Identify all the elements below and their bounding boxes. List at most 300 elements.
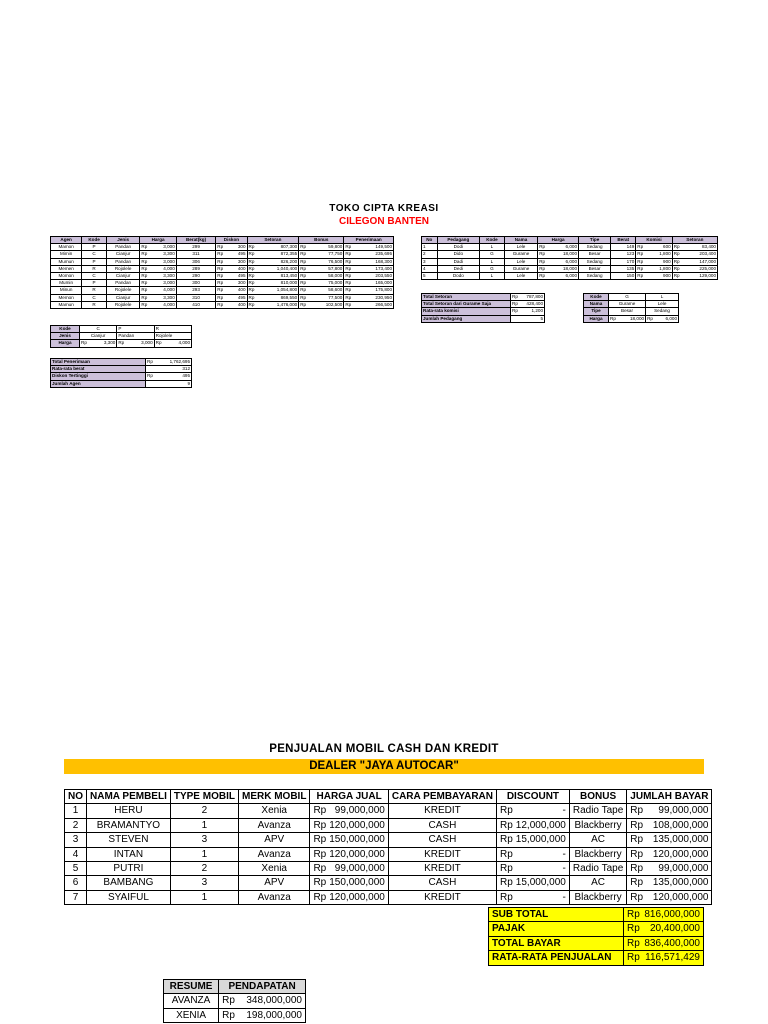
car-bonus-cell: Blackberry	[569, 890, 626, 904]
totals-value: 116,571,429	[640, 951, 703, 965]
agents-cell: 300	[229, 244, 247, 251]
summary-value: 495	[157, 373, 192, 380]
lookup-kode-cell: C	[80, 326, 117, 333]
totals-label: TOTAL BAYAR	[489, 936, 624, 950]
car-no-cell: 2	[65, 818, 87, 832]
agents-cell: Rojolele	[106, 287, 139, 294]
car-sales-row	[65, 876, 712, 890]
resume-header-row	[164, 980, 306, 994]
agents-cell: 495	[229, 294, 247, 301]
lookup2-nama-row	[584, 301, 679, 308]
agents-cell: Rp	[216, 244, 229, 251]
dealer-banner: DEALER "JAYA AUTOCAR"	[64, 759, 704, 774]
agents-table	[50, 236, 394, 309]
fish-traders-cell: Rp	[636, 258, 649, 265]
agents-cell: P	[82, 258, 107, 265]
fish-traders-cell: 123	[611, 251, 636, 258]
agents-cell: Rp	[216, 273, 229, 280]
car-price-cell: 150,000,000	[326, 833, 388, 847]
agents-cell: Rp	[299, 301, 312, 308]
car-column-header: NO	[65, 790, 87, 804]
car-column-header: CARA PEMBAYARAN	[388, 790, 496, 804]
fish-traders-column-header: Komisi	[636, 237, 672, 244]
agents-cell: 3,300	[152, 294, 176, 301]
lookup2-cell: G	[609, 294, 646, 301]
agents-cell: 203,550	[358, 273, 394, 280]
car-bonus-cell: AC	[569, 833, 626, 847]
resume-name: AVANZA	[164, 994, 219, 1008]
agents-cell: Rojolele	[106, 301, 139, 308]
summary-currency: Rp	[511, 308, 520, 315]
fish-traders-row	[422, 251, 718, 258]
agents-cell: Rp	[247, 287, 260, 294]
fish-traders-cell: Dadi	[437, 258, 480, 265]
agents-cell: Rp	[299, 244, 312, 251]
currency-cell: Rp	[497, 804, 513, 818]
fish-traders-cell: 18,000	[550, 265, 578, 272]
agents-cell: 3,000	[152, 280, 176, 287]
agents-cell: 807,300	[260, 244, 299, 251]
agents-cell: Rp	[216, 280, 229, 287]
agents-table-row	[51, 265, 394, 272]
currency-cell: Rp	[497, 862, 513, 876]
currency-cell: Rp	[497, 890, 513, 904]
agents-cell: C	[82, 294, 107, 301]
summary-label: Rata-rata komisi	[422, 308, 511, 315]
car-type-cell: 2	[170, 862, 238, 876]
lookup2-cell: Lele	[646, 301, 679, 308]
fish-traders-cell: 900	[648, 258, 672, 265]
lookup-harga-cell: Rp 3,000	[118, 340, 153, 346]
agents-cell: 3,000	[152, 258, 176, 265]
agents-cell: Rp	[247, 280, 260, 287]
fish-traders-cell: Lele	[504, 244, 537, 251]
car-total-cell: 99,000,000	[644, 804, 711, 818]
agents-cell: R	[82, 301, 107, 308]
agents-table-row	[51, 244, 394, 251]
agents-cell: Rp	[247, 244, 260, 251]
agents-cell: 306	[176, 258, 216, 265]
lookup2-cell: Rp 6,000	[647, 315, 677, 321]
fish-traders-cell: 1,800	[648, 265, 672, 272]
lookup-jenis-cell: Cianjur	[80, 333, 117, 340]
car-sales-row	[65, 818, 712, 832]
fish-traders-cell: 600	[648, 244, 672, 251]
fish-summary-row	[422, 315, 545, 322]
currency-cell: Rp	[310, 876, 326, 890]
fish-traders-cell: 149	[611, 244, 636, 251]
summary-label: Total Setoran dari Gurame Saja	[422, 301, 511, 308]
agents-table-row	[51, 258, 394, 265]
car-price-cell: 120,000,000	[326, 890, 388, 904]
rice-lookup-table	[50, 325, 192, 348]
car-price-cell: 99,000,000	[326, 862, 388, 876]
agents-cell: Mumun	[51, 258, 82, 265]
agents-cell: Rp	[247, 294, 260, 301]
summary-label: Total Penerimaan	[51, 359, 146, 366]
fish-traders-cell: 1	[422, 244, 438, 251]
agents-cell: Rp	[140, 244, 153, 251]
summary-value: 1,762,695	[157, 359, 192, 366]
car-payment-cell: KREDIT	[388, 862, 496, 876]
car-type-cell: 1	[170, 847, 238, 861]
car-total-cell: 120,000,000	[644, 890, 711, 904]
car-buyer-cell: PUTRI	[87, 862, 171, 876]
car-sales-row	[65, 862, 712, 876]
lookup-harga-cell: Rp 3,300	[81, 340, 116, 346]
car-column-header: NAMA PEMBELI	[87, 790, 171, 804]
summary-value: 9	[157, 380, 192, 387]
fish-traders-cell: L	[480, 273, 505, 280]
agents-cell: 4,000	[152, 265, 176, 272]
fish-traders-row	[422, 258, 718, 265]
car-buyer-cell: STEVEN	[87, 833, 171, 847]
car-buyer-cell: BRAMANTYO	[87, 818, 171, 832]
car-payment-cell: CASH	[388, 876, 496, 890]
agents-cell: 400	[229, 265, 247, 272]
fish-traders-cell: Rp	[672, 244, 685, 251]
fish-traders-cell: 6,000	[550, 258, 578, 265]
car-price-cell: 120,000,000	[326, 818, 388, 832]
agents-cell: Rp	[344, 301, 358, 308]
totals-value: 20,400,000	[640, 922, 703, 936]
agents-cell: Pandan	[106, 258, 139, 265]
summary-currency	[146, 380, 157, 387]
totals-label: SUB TOTAL	[489, 908, 624, 922]
car-buyer-cell: HERU	[87, 804, 171, 818]
totals-label: PAJAK	[489, 922, 624, 936]
car-payment-cell: CASH	[388, 833, 496, 847]
resume-row	[164, 994, 306, 1008]
lookup-harga-row	[51, 340, 192, 347]
fish-traders-cell: 129,000	[685, 273, 718, 280]
fish-traders-column-header: Nama	[504, 237, 537, 244]
fish-traders-cell: Lele	[504, 258, 537, 265]
fish-traders-cell: G	[480, 265, 505, 272]
resume-row	[164, 1008, 306, 1022]
agents-cell: 235,695	[358, 251, 394, 258]
lookup-jenis-cell: Pandan	[117, 333, 154, 340]
agents-cell: 3,300	[152, 251, 176, 258]
fish-traders-row	[422, 273, 718, 280]
fish-traders-cell: Besar	[579, 251, 611, 258]
agents-cell: 77,500	[311, 294, 344, 301]
fish-traders-cell: Rp	[538, 265, 551, 272]
car-column-header: HARGA JUAL	[310, 790, 388, 804]
currency-cell: Rp	[627, 804, 645, 818]
agents-cell: 400	[229, 287, 247, 294]
currency-cell: Rp	[627, 862, 645, 876]
agents-cell: Rp	[140, 251, 153, 258]
lookup-jenis-cell: Rojolele	[154, 333, 191, 340]
car-total-cell: 99,000,000	[644, 862, 711, 876]
agents-cell: 58,000	[311, 273, 344, 280]
agents-cell: Rp	[140, 265, 153, 272]
lookup2-cell: Gurame	[609, 301, 646, 308]
fish-traders-cell: L	[480, 258, 505, 265]
car-price-cell: 99,000,000	[326, 804, 388, 818]
lookup2-tipe-label: Tipe	[584, 308, 609, 315]
fish-summary-row	[422, 294, 545, 301]
agents-cell: 869,550	[260, 294, 299, 301]
agents-cell: Rp	[299, 294, 312, 301]
fish-traders-cell: 83,400	[685, 244, 718, 251]
car-brand-cell: Xenia	[238, 862, 309, 876]
fish-traders-cell: Gurame	[504, 265, 537, 272]
agents-cell: Rp	[299, 265, 312, 272]
car-no-cell: 1	[65, 804, 87, 818]
summary-label: Total Setoran	[422, 294, 511, 301]
lookup2-kode-label: Kode	[584, 294, 609, 301]
lookup2-cell: L	[646, 294, 679, 301]
agents-cell: 826,200	[260, 258, 299, 265]
totals-value: 816,000,000	[640, 908, 703, 922]
summary-label: Diskon Tertinggi	[51, 373, 146, 380]
fish-traders-cell: Rp	[672, 265, 685, 272]
currency-cell: Rp	[310, 862, 326, 876]
lookup2-cell: Sedang	[646, 308, 679, 315]
agents-cell: Rp	[344, 244, 358, 251]
lookup-kode-row	[51, 326, 192, 333]
fish-traders-cell: Rp	[538, 273, 551, 280]
car-type-cell: 1	[170, 818, 238, 832]
car-discount-cell: -	[513, 862, 570, 876]
summary-currency: Rp	[511, 294, 520, 301]
lookup2-cell: Besar	[609, 308, 646, 315]
fish-traders-cell: Rp	[636, 273, 649, 280]
car-totals-table	[488, 907, 704, 966]
agents-cell: 813,450	[260, 273, 299, 280]
car-column-header: BONUS	[569, 790, 626, 804]
totals-value: 836,400,000	[640, 936, 703, 950]
agents-cell: P	[82, 244, 107, 251]
agents-table-row	[51, 294, 394, 301]
agents-cell: Rp	[216, 258, 229, 265]
fish-traders-cell: 225,000	[685, 265, 718, 272]
agents-cell: Rp	[299, 273, 312, 280]
summary-currency: Rp	[146, 359, 157, 366]
currency-cell: Rp	[627, 876, 645, 890]
agents-cell: Rp	[344, 287, 358, 294]
car-brand-cell: Avanza	[238, 818, 309, 832]
currency-cell: Rp	[219, 994, 237, 1008]
agents-cell: Rp	[247, 273, 260, 280]
currency-cell: Rp	[624, 936, 641, 950]
agents-column-header: Berat(kg)	[176, 237, 216, 244]
agents-cell: 77,750	[311, 251, 344, 258]
agents-cell: Momon	[51, 273, 82, 280]
agents-column-header: Jenis	[106, 237, 139, 244]
lookup2-tipe-row	[584, 308, 679, 315]
fish-traders-cell: 3	[422, 258, 438, 265]
summary-label: Jumlah Pedagang	[422, 315, 511, 322]
currency-cell: Rp	[310, 890, 326, 904]
agents-cell: Rp	[140, 258, 153, 265]
agents-cell: Pandan	[106, 244, 139, 251]
agents-cell: Cianjur	[106, 251, 139, 258]
car-brand-cell: Xenia	[238, 804, 309, 818]
fish-traders-cell: Rp	[538, 258, 551, 265]
lookup2-nama-label: Nama	[584, 301, 609, 308]
agents-column-header: Agen	[51, 237, 82, 244]
agents-cell: Mamon	[51, 244, 82, 251]
lookup-jenis-row	[51, 333, 192, 340]
fish-traders-cell: 6,000	[550, 244, 578, 251]
agents-table-row	[51, 273, 394, 280]
agents-cell: Mumin	[51, 280, 82, 287]
fish-traders-cell: Sedang	[579, 273, 611, 280]
agents-cell: 4,000	[152, 301, 176, 308]
currency-cell: Rp	[219, 1008, 237, 1022]
agents-cell: Rp	[247, 258, 260, 265]
car-brand-cell: APV	[238, 876, 309, 890]
fish-traders-cell: G	[480, 251, 505, 258]
agents-column-header: Harga	[140, 237, 176, 244]
car-sales-row	[65, 890, 712, 904]
fish-traders-cell: Sedang	[579, 258, 611, 265]
lookup2-harga-label: Harga	[584, 315, 609, 322]
car-brand-cell: Avanza	[238, 890, 309, 904]
car-brand-cell: APV	[238, 833, 309, 847]
car-brand-cell: Avanza	[238, 847, 309, 861]
agents-cell: Rp	[247, 251, 260, 258]
agents-cell: Rp	[344, 294, 358, 301]
summary-currency: Rp	[146, 373, 157, 380]
agents-cell: 300	[229, 280, 247, 287]
agents-cell: 3,000	[152, 244, 176, 251]
currency-cell: Rp	[310, 833, 326, 847]
fish-summary-row	[422, 308, 545, 315]
car-no-cell: 5	[65, 862, 87, 876]
currency-cell: Rp	[497, 818, 513, 832]
agents-cell: 175,800	[358, 287, 394, 294]
agents-cell: Mimin	[51, 251, 82, 258]
agents-cell: 300	[176, 280, 216, 287]
agents-cell: Memon	[51, 294, 82, 301]
car-buyer-cell: SYAIFUL	[87, 890, 171, 904]
fish-traders-cell: Rp	[672, 258, 685, 265]
agents-cell: 102,500	[311, 301, 344, 308]
agents-cell: 495	[229, 251, 247, 258]
car-price-cell: 150,000,000	[326, 876, 388, 890]
currency-cell: Rp	[310, 818, 326, 832]
car-payment-cell: KREDIT	[388, 890, 496, 904]
fish-traders-cell: 147,000	[685, 258, 718, 265]
agents-cell: 495	[229, 273, 247, 280]
fish-traders-cell: 170	[611, 258, 636, 265]
car-discount-cell: 15,000,000	[513, 876, 570, 890]
agents-summary-row	[51, 380, 192, 387]
car-buyer-cell: BAMBANG	[87, 876, 171, 890]
summary-label: Rata-rata berat	[51, 366, 146, 373]
agents-column-header: Diskon	[216, 237, 247, 244]
lookup-harga-cell: Rp 4,000	[155, 340, 190, 346]
fish-traders-cell: 900	[648, 273, 672, 280]
summary-value: 1,200	[520, 308, 545, 315]
agents-cell: Rp	[140, 287, 153, 294]
agents-cell: 299	[176, 244, 216, 251]
fish-traders-column-header: Berat	[611, 237, 636, 244]
car-totals-row	[489, 951, 704, 965]
agents-cell: 173,400	[358, 265, 394, 272]
lookup2-harga-row	[584, 315, 679, 322]
agents-cell: Rojolele	[106, 265, 139, 272]
agents-cell: 300	[229, 258, 247, 265]
fish-traders-cell: Dedi	[437, 265, 480, 272]
summary-currency	[146, 366, 157, 373]
fish-traders-cell: 6,000	[550, 273, 578, 280]
fish-traders-cell: 203,400	[685, 251, 718, 258]
agents-header-row	[51, 237, 394, 244]
fish-lookup-table	[583, 293, 679, 323]
agents-cell: Rp	[247, 301, 260, 308]
fish-traders-cell: Gurame	[504, 251, 537, 258]
car-totals-row	[489, 922, 704, 936]
pendapatan-header: PENDAPATAN	[219, 980, 306, 994]
fish-traders-cell: 135	[611, 265, 636, 272]
totals-label: RATA-RATA PENJUALAN	[489, 951, 624, 965]
car-no-cell: 7	[65, 890, 87, 904]
currency-cell: Rp	[497, 847, 513, 861]
agents-table-row	[51, 251, 394, 258]
agents-cell: 4,000	[152, 287, 176, 294]
car-type-cell: 3	[170, 833, 238, 847]
fish-traders-table	[421, 236, 718, 280]
car-type-cell: 3	[170, 876, 238, 890]
agents-cell: 58,600	[311, 287, 344, 294]
fish-traders-cell: Dido	[437, 251, 480, 258]
lookup2-kode-row	[584, 294, 679, 301]
fish-traders-cell: 4	[422, 265, 438, 272]
car-bonus-cell: Radio Tape	[569, 804, 626, 818]
summary-currency	[511, 315, 520, 322]
car-bonus-cell: Radio Tape	[569, 862, 626, 876]
agents-cell: P	[82, 280, 107, 287]
agents-summary-table	[50, 358, 192, 388]
fish-traders-column-header: Pedagang	[437, 237, 480, 244]
sheet2-title: PENJUALAN MOBIL CASH DAN KREDIT	[269, 743, 499, 755]
fish-summary-row	[422, 301, 545, 308]
car-bonus-cell: Blackberry	[569, 818, 626, 832]
lookup-kode-label: Kode	[51, 326, 80, 333]
agents-column-header: Setoran	[247, 237, 299, 244]
agents-cell: Rp	[344, 251, 358, 258]
car-total-cell: 135,000,000	[644, 876, 711, 890]
agents-cell: Rp	[140, 301, 153, 308]
currency-cell: Rp	[624, 922, 641, 936]
agents-column-header: Kode	[82, 237, 107, 244]
car-sales-row	[65, 804, 712, 818]
summary-currency: Rp	[511, 301, 520, 308]
car-payment-cell: KREDIT	[388, 804, 496, 818]
sheet1-title: TOKO CIPTA KREASI	[329, 203, 439, 214]
currency-cell: Rp	[627, 847, 645, 861]
fish-traders-cell: 2	[422, 251, 438, 258]
car-column-header: JUMLAH BAYAR	[627, 790, 712, 804]
currency-cell: Rp	[624, 951, 641, 965]
currency-cell: Rp	[627, 818, 645, 832]
fish-traders-cell: 18,000	[550, 251, 578, 258]
car-buyer-cell: INTAN	[87, 847, 171, 861]
resume-value: 348,000,000	[237, 994, 306, 1008]
fish-traders-column-header: Kode	[480, 237, 505, 244]
car-type-cell: 2	[170, 804, 238, 818]
agents-summary-row	[51, 373, 192, 380]
agents-cell: C	[82, 251, 107, 258]
fish-summary-table	[421, 293, 545, 323]
fish-traders-cell: Rp	[538, 251, 551, 258]
agents-cell: R	[82, 265, 107, 272]
